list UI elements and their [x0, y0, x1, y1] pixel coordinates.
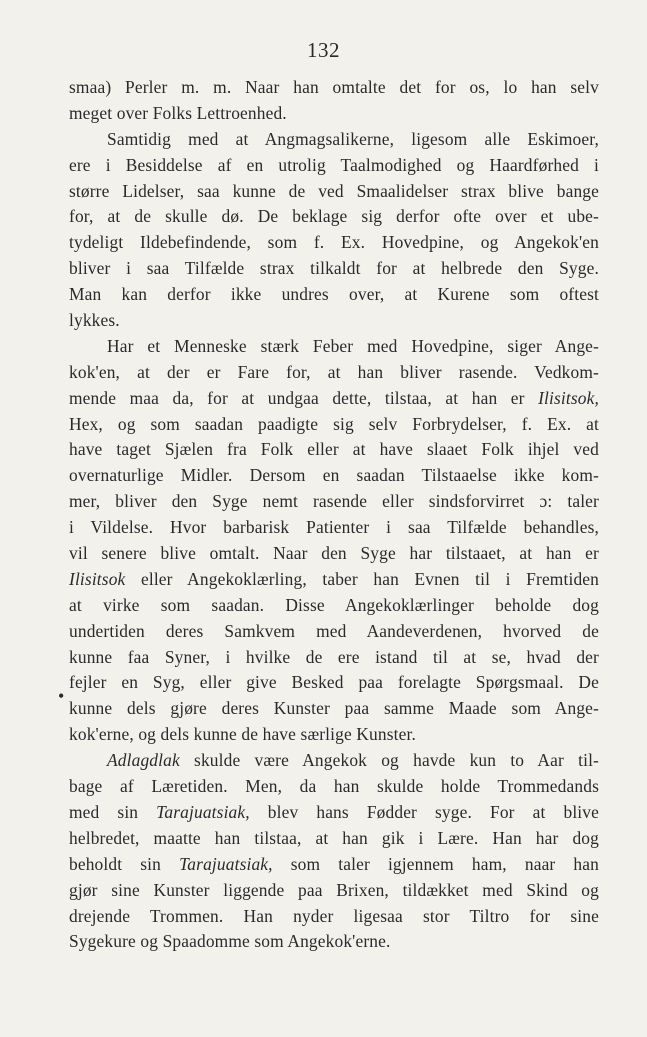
text-line: have taget Sjælen fra Folk eller at have slaaet Folk ihjel ved	[69, 439, 599, 460]
text-line: kunne dels gjøre deres Kunster paa samme Maade som Ange-	[69, 698, 599, 719]
italic-term: Ilisitsok,	[538, 387, 599, 408]
text-line: lykkes.	[69, 310, 120, 331]
text-line: kunne faa Syner, i hvilke de ere istand til at se, hvad der	[69, 646, 599, 667]
text-line	[69, 852, 599, 878]
text-line: helbredet, maatte han tilstaa, at han gik i Lære. Han har dog	[69, 827, 599, 848]
text-line: i Vildelse. Hvor barbarisk Patienter i saa Tilfælde behandles,	[69, 517, 599, 538]
text-line: bage af Læretiden. Men, da han skulde holde Trommedands	[69, 776, 599, 797]
text-line	[69, 800, 599, 826]
text-line	[69, 386, 599, 412]
italic-term: Ilisitsok	[69, 568, 126, 589]
text-line: gjør sine Kunster liggende paa Brixen, tildækket med Skind og	[69, 879, 599, 900]
line-text: blev hans Fødder syge. For at blive	[267, 801, 599, 822]
text-line: Hex, og som saadan paadigte sig selv Forbrydelser, f. Ex. at	[69, 413, 599, 434]
italic-term: Tarajuatsiak,	[156, 801, 250, 822]
text-line: tydeligt Ildebefindende, som f. Ex. Hovedpine, og Angekok'en	[69, 232, 599, 253]
line-text: med sin	[69, 801, 139, 822]
text-line: drejende Trommen. Han nyder ligesaa stor Tiltro for sine	[69, 905, 599, 926]
text-line: smaa) Perler m. m. Naar han omtalte det for os, lo han selv	[69, 77, 599, 97]
text-line: bliver i saa Tilfælde strax tilkaldt for at helbrede den Syge.	[69, 258, 599, 279]
line-text: eller Angekoklærling, taber han Evnen til i Fremtiden	[140, 568, 600, 589]
line-text: beholdt sin	[69, 853, 162, 874]
text-line: Sygekure og Spaadomme som Angekok'erne.	[69, 931, 391, 952]
text-line: Har et Menneske stærk Feber med Hovedpine, siger Ange-	[107, 335, 599, 356]
text-line: ere i Besiddelse af en utrolig Taalmodighed og Haardførhed i	[69, 154, 599, 175]
text-line: for, at de skulle dø. De beklage sig derfor ofte over et ube-	[69, 206, 599, 227]
text-line	[69, 567, 599, 593]
text-line: Samtidig med at Angmagsalikerne, ligesom alle Eskimoer,	[107, 128, 599, 149]
text-line: meget over Folks Lettroenhed.	[69, 102, 287, 123]
italic-term: Adlagdlak	[107, 750, 180, 771]
page-number: 132	[307, 38, 340, 62]
text-line: undertiden deres Samkvem med Aandeverdenen, hvorved de	[69, 620, 599, 641]
body-text	[69, 75, 599, 955]
text-line: overnaturlige Midler. Dersom en saadan Tilstaaelse ikke kom-	[69, 465, 599, 486]
text-line: større Lidelser, saa kunne de ved Smaalidelser strax blive bange	[69, 180, 599, 201]
text-line: fejler en Syg, eller give Besked paa forelagte Spørgsmaal. De	[69, 672, 599, 693]
margin-mark: •	[58, 686, 65, 706]
line-text: skulde være Angekok og havde kun to Aar til-	[194, 750, 599, 771]
text-line: kok'en, at der er Fare for, at han bliver rasende. Vedkom-	[69, 361, 599, 382]
text-line: vil senere blive omtalt. Naar den Syge har tilstaaet, at han er	[69, 543, 599, 564]
text-line: mer, bliver den Syge nemt rasende eller sindsforvirret ɔ: taler	[69, 491, 599, 512]
line-text: som taler igjennem ham, naar han	[290, 853, 599, 874]
italic-term: Tarajuatsiak,	[179, 853, 273, 874]
text-line	[69, 748, 599, 774]
line-text: mende maa da, for at undgaa dette, tilstaa, at han er	[69, 387, 525, 408]
text-line: at virke som saadan. Disse Angekoklærlinger beholde dog	[69, 594, 599, 615]
text-line: Man kan derfor ikke undres over, at Kurene som oftest	[69, 284, 599, 305]
text-line: kok'erne, og dels kunne de have særlige Kunster.	[69, 724, 416, 745]
